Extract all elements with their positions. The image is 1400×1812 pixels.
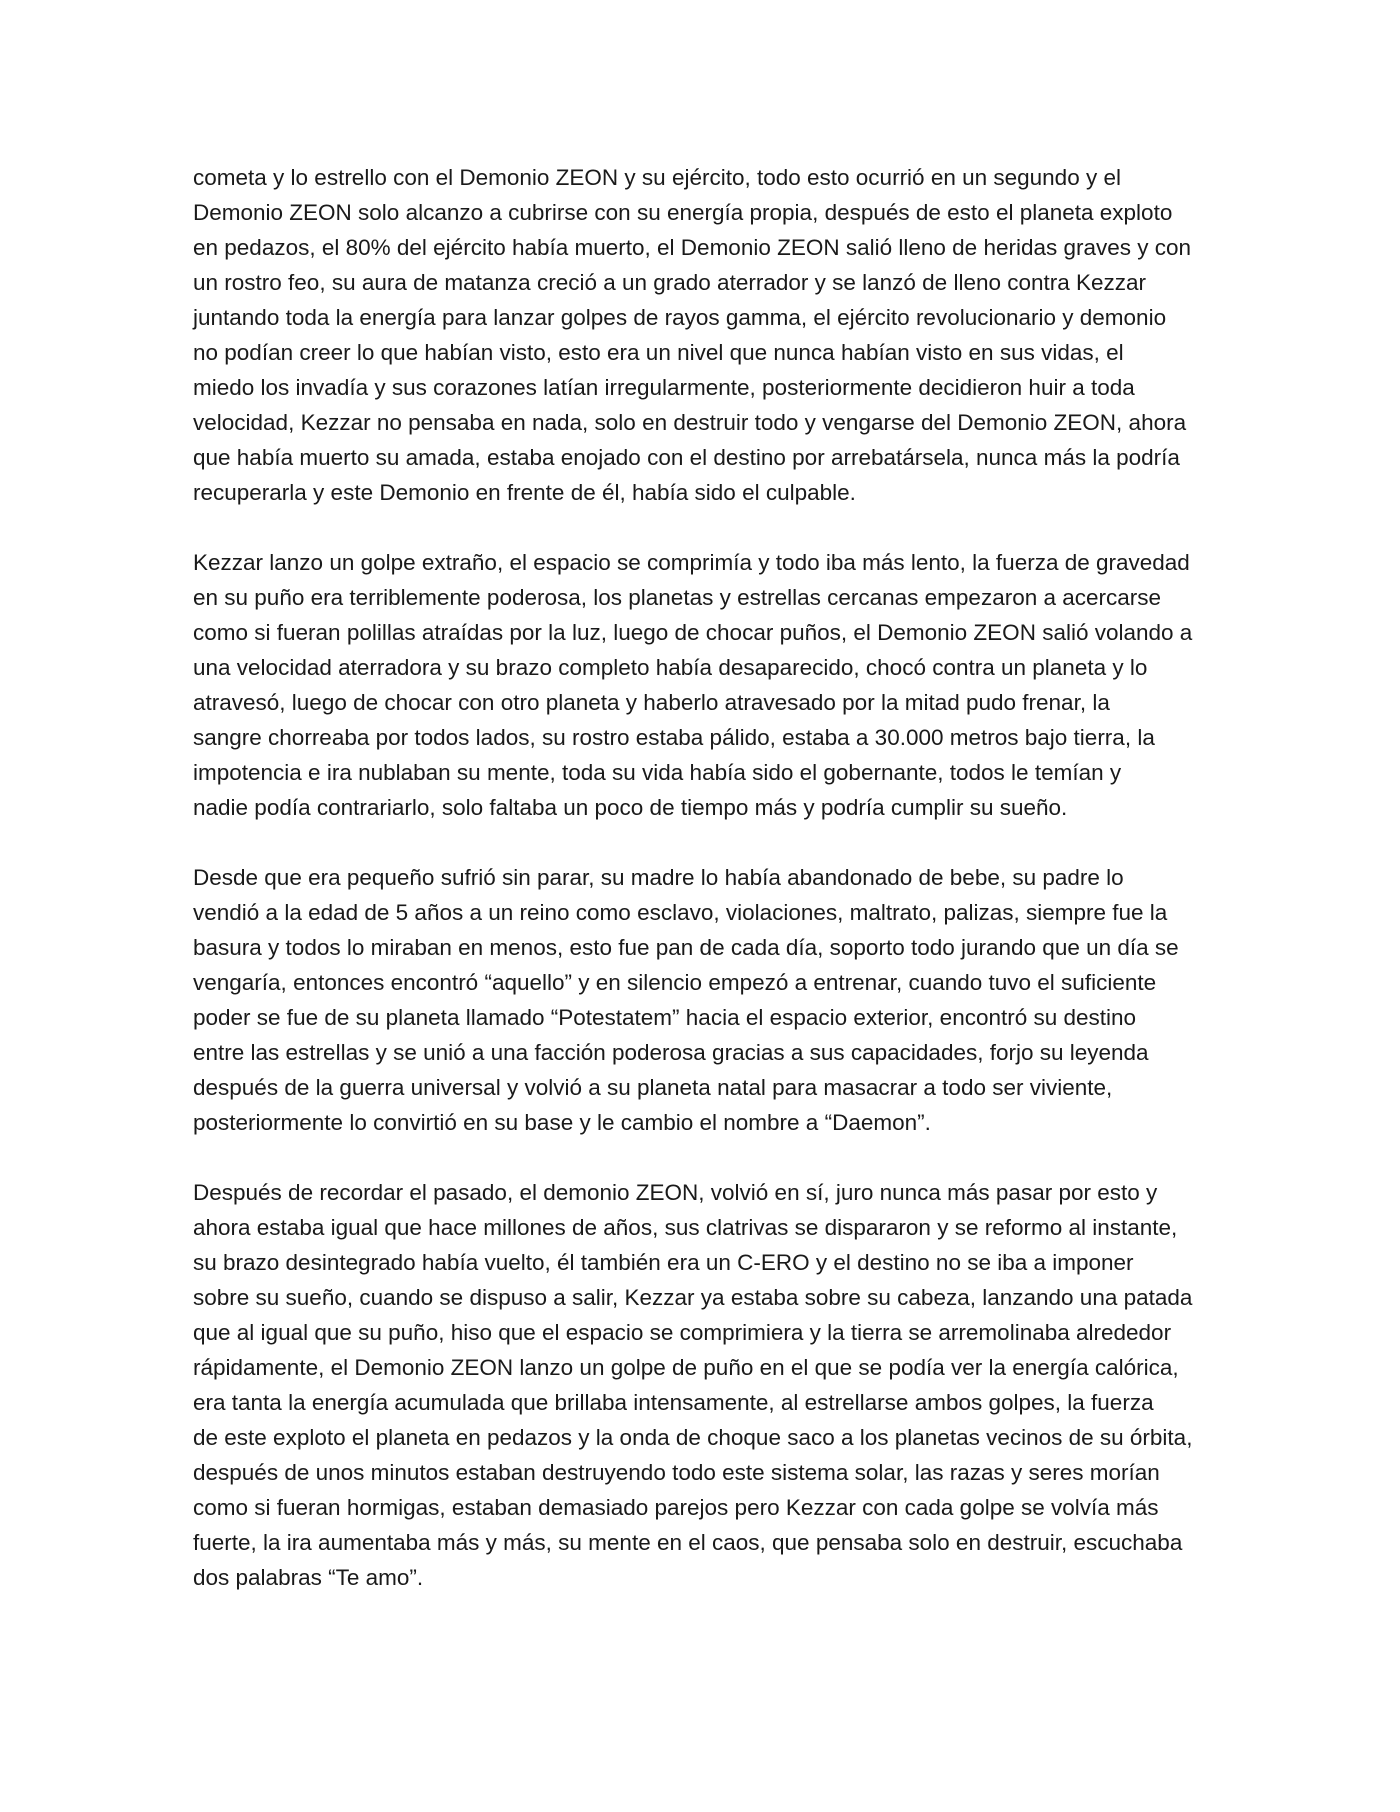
text-line: vendió a la edad de 5 años a un reino como esclavo, violaciones, maltrato, palizas, siempre fue la bbox=[193, 900, 1168, 925]
text-line: velocidad, Kezzar no pensaba en nada, solo en destruir todo y vengarse del Demonio ZEON, ahora bbox=[193, 410, 1187, 435]
text-line: como si fueran polillas atraídas por la luz, luego de chocar puños, el Demonio ZEON salió volando a bbox=[193, 620, 1193, 645]
paragraph-4 bbox=[193, 1175, 1213, 1595]
paragraph-1 bbox=[193, 160, 1213, 510]
text-line: ahora estaba igual que hace millones de años, sus clatrivas se dispararon y se reformo al instante, bbox=[193, 1215, 1178, 1240]
text-line: Después de recordar el pasado, el demonio ZEON, volvió en sí, juro nunca más pasar por esto y bbox=[193, 1180, 1158, 1205]
text-line: juntando toda la energía para lanzar golpes de rayos gamma, el ejército revolucionario y demonio bbox=[193, 305, 1167, 330]
text-line: atravesó, luego de chocar con otro planeta y haberlo atravesado por la mitad pudo frenar, la bbox=[193, 690, 1110, 715]
text-line: Demonio ZEON solo alcanzo a cubrirse con su energía propia, después de esto el planeta exploto bbox=[193, 200, 1173, 225]
text-line: de este exploto el planeta en pedazos y la onda de choque saco a los planetas vecinos de su órbita, bbox=[193, 1425, 1193, 1450]
text-line: era tanta la energía acumulada que brillaba intensamente, al estrellarse ambos golpes, la fuerza bbox=[193, 1390, 1154, 1415]
text-line: sangre chorreaba por todos lados, su rostro estaba pálido, estaba a 30.000 metros bajo tierra, la bbox=[193, 725, 1155, 750]
text-line: basura y todos lo miraban en menos, esto fue pan de cada día, soporto todo jurando que un día se bbox=[193, 935, 1179, 960]
text-line: recuperarla y este Demonio en frente de él, había sido el culpable. bbox=[193, 480, 856, 505]
text-line: su brazo desintegrado había vuelto, él también era un C-ERO y el destino no se iba a imponer bbox=[193, 1250, 1134, 1275]
paragraph-2 bbox=[193, 545, 1213, 825]
text-line: vengaría, entonces encontró “aquello” y en silencio empezó a entrenar, cuando tuvo el suficiente bbox=[193, 970, 1157, 995]
text-line: impotencia e ira nublaban su mente, toda su vida había sido el gobernante, todos le temían y bbox=[193, 760, 1122, 785]
text-line: como si fueran hormigas, estaban demasiado parejos pero Kezzar con cada golpe se volvía más bbox=[193, 1495, 1159, 1520]
text-line: cometa y lo estrello con el Demonio ZEON y su ejército, todo esto ocurrió en un segundo y el bbox=[193, 165, 1121, 190]
text-line: rápidamente, el Demonio ZEON lanzo un golpe de puño en el que se podía ver la energía calórica, bbox=[193, 1355, 1179, 1380]
paragraph-3 bbox=[193, 860, 1213, 1140]
text-line: un rostro feo, su aura de matanza creció a un grado aterrador y se lanzó de lleno contra Kezzar bbox=[193, 270, 1147, 295]
text-line: en su puño era terriblemente poderosa, los planetas y estrellas cercanas empezaron a acercarse bbox=[193, 585, 1162, 610]
text-line: Kezzar lanzo un golpe extraño, el espacio se comprimía y todo iba más lento, la fuerza de gravedad bbox=[193, 550, 1190, 575]
text-line: Desde que era pequeño sufrió sin parar, su madre lo había abandonado de bebe, su padre lo bbox=[193, 865, 1124, 890]
text-line: miedo los invadía y sus corazones latían irregularmente, posteriormente decidieron huir a toda bbox=[193, 375, 1135, 400]
text-line: sobre su sueño, cuando se dispuso a salir, Kezzar ya estaba sobre su cabeza, lanzando una patada bbox=[193, 1285, 1193, 1310]
text-line: en pedazos, el 80% del ejército había muerto, el Demonio ZEON salió lleno de heridas graves y con bbox=[193, 235, 1192, 260]
text-line: nadie podía contrariarlo, solo faltaba un poco de tiempo más y podría cumplir su sueño. bbox=[193, 795, 1068, 820]
text-line: después de unos minutos estaban destruyendo todo este sistema solar, las razas y seres morían bbox=[193, 1460, 1160, 1485]
text-line: que había muerto su amada, estaba enojado con el destino por arrebatársela, nunca más la podría bbox=[193, 445, 1180, 470]
text-line: entre las estrellas y se unió a una facción poderosa gracias a sus capacidades, forjo su leyenda bbox=[193, 1040, 1149, 1065]
text-line: no podían creer lo que habían visto, esto era un nivel que nunca habían visto en sus vidas, el bbox=[193, 340, 1124, 365]
text-line: dos palabras “Te amo”. bbox=[193, 1565, 424, 1590]
text-line: después de la guerra universal y volvió a su planeta natal para masacrar a todo ser viviente, bbox=[193, 1075, 1113, 1100]
document-body bbox=[193, 160, 1213, 1595]
text-line: que al igual que su puño, hiso que el espacio se comprimiera y la tierra se arremolinaba alrededor bbox=[193, 1320, 1172, 1345]
text-line: una velocidad aterradora y su brazo completo había desaparecido, chocó contra un planeta y lo bbox=[193, 655, 1148, 680]
text-line: fuerte, la ira aumentaba más y más, su mente en el caos, que pensaba solo en destruir, escuchaba bbox=[193, 1530, 1183, 1555]
text-line: poder se fue de su planeta llamado “Potestatem” hacia el espacio exterior, encontró su destino bbox=[193, 1005, 1137, 1030]
text-line: posteriormente lo convirtió en su base y le cambio el nombre a “Daemon”. bbox=[193, 1110, 931, 1135]
